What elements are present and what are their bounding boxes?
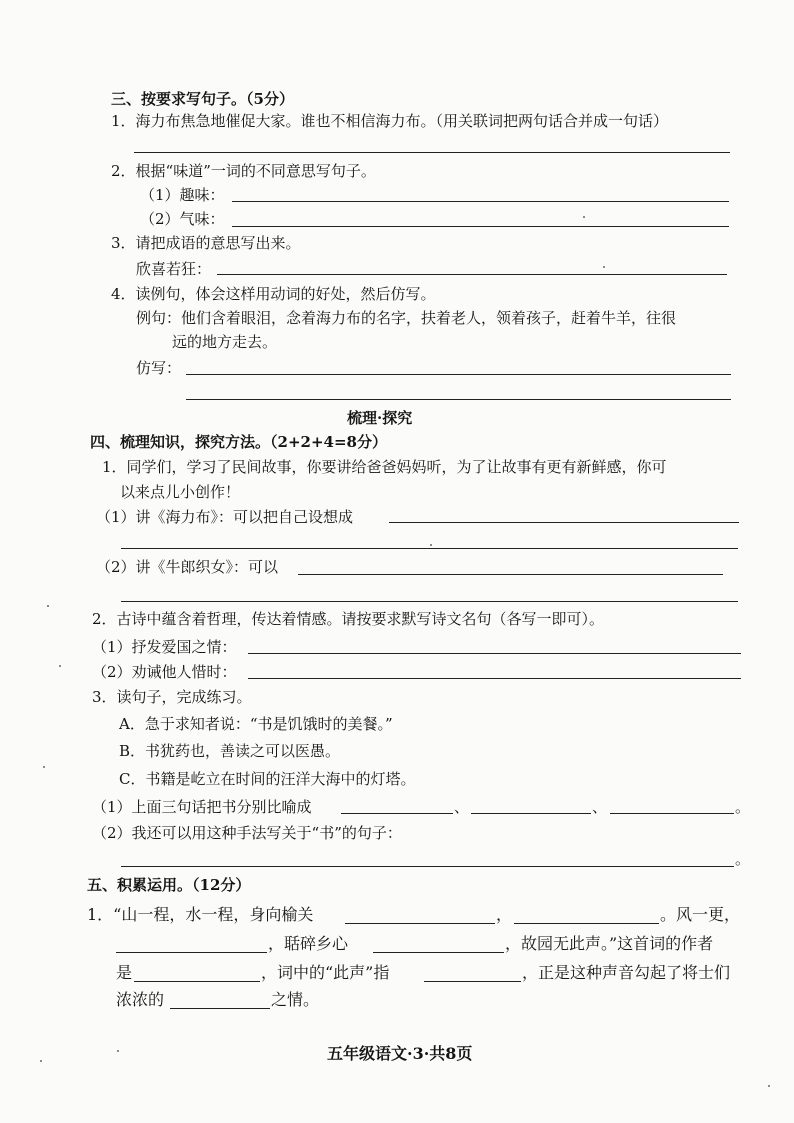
s4-q1-1-answer-line-1[interactable] bbox=[389, 522, 739, 523]
s4-q3-1-separator-1: 、 bbox=[454, 798, 470, 816]
s5-q1-line3-a: 是 bbox=[116, 963, 133, 982]
s4-q3-1-blank-3[interactable] bbox=[610, 813, 734, 814]
s4-q1-2-answer-line-1[interactable] bbox=[298, 574, 723, 575]
s4-q3-1-blank-1[interactable] bbox=[341, 813, 453, 814]
s5-q1-blank-3[interactable] bbox=[116, 952, 267, 953]
s4-q3-sentence-c: C．书籍是屹立在时间的汪洋大海中的灯塔。 bbox=[119, 770, 416, 788]
s5-q1-line4-b: 之情。 bbox=[271, 990, 320, 1009]
s3-q3-answer-line[interactable] bbox=[217, 274, 727, 275]
scan-speck bbox=[59, 665, 61, 667]
s4-q3-1-label: （1）上面三句话把书分别比喻成 bbox=[92, 798, 312, 816]
s4-q1-2-answer-line-2[interactable] bbox=[121, 601, 738, 602]
s5-q1-line2-b: ，故园无此声。”这首词的作者 bbox=[505, 934, 714, 953]
page-footer: 五年级语文·3·共8页 bbox=[327, 1044, 473, 1063]
s4-q1-1-answer-line-2[interactable] bbox=[121, 548, 738, 549]
s4-q2-2-answer-line[interactable] bbox=[248, 678, 741, 679]
s3-q2-2-answer-line[interactable] bbox=[232, 226, 729, 227]
scan-speck bbox=[43, 766, 45, 768]
s4-q1-text-line2: 以来点儿小创作！ bbox=[120, 483, 241, 501]
s3-q2-1-answer-line[interactable] bbox=[232, 201, 729, 202]
s5-q1-line2-a: ，聒碎乡心 bbox=[268, 934, 349, 953]
s4-q1-1-label: （1）讲《海力布》：可以把自己设想成 bbox=[96, 508, 354, 526]
scan-speck bbox=[117, 1050, 119, 1052]
s3-q4-answer-line-2[interactable] bbox=[186, 399, 731, 400]
s3-q4-answer-line-1[interactable] bbox=[186, 374, 731, 375]
s4-q3-2-period: 。 bbox=[735, 850, 751, 868]
s3-q4-example-line2: 远的地方走去。 bbox=[172, 333, 278, 351]
s4-q2-text: 2．古诗中蕴含着哲理，传达着情感。请按要求默写诗文名句（各写一即可）。 bbox=[92, 610, 605, 628]
s3-q2-text: 2．根据“味道”一词的不同意思写句子。 bbox=[111, 162, 376, 180]
s4-q3-2-label: （2）我还可以用这种手法写关于“书”的句子： bbox=[92, 824, 402, 842]
s4-q3-text: 3．读句子，完成练习。 bbox=[92, 688, 252, 706]
s3-q2-1-label: （1）趣味： bbox=[140, 186, 225, 204]
s3-q2-2-label: （2）气味： bbox=[140, 210, 225, 228]
section-3-heading: 三、按要求写句子。（5分） bbox=[111, 90, 294, 108]
scan-speck bbox=[583, 216, 585, 218]
s4-q1-text-line1: 1．同学们，学习了民间故事，你要讲给爸爸妈妈听，为了让故事有更有新鲜感，你可 bbox=[102, 458, 667, 476]
s5-q1-blank-7[interactable] bbox=[170, 1008, 270, 1009]
section-5-heading: 五、积累运用。（12分） bbox=[87, 876, 251, 894]
s4-q3-1-period: 。 bbox=[735, 798, 751, 816]
scan-speck bbox=[430, 544, 432, 546]
s3-q1-answer-line[interactable] bbox=[134, 152, 730, 153]
s5-q1-line1-c: 。风一更， bbox=[660, 905, 741, 924]
s5-q1-line4-a: 浓浓的 bbox=[116, 990, 165, 1009]
s4-q3-1-blank-2[interactable] bbox=[471, 813, 591, 814]
s3-q4-imitate-label: 仿写： bbox=[136, 359, 182, 377]
s3-q4-example-line1: 例句：他们含着眼泪，念着海力布的名字，扶着老人，领着孩子，赶着牛羊，往很 bbox=[136, 309, 677, 327]
scan-speck bbox=[40, 1060, 42, 1062]
s5-q1-line1-b: ， bbox=[496, 905, 513, 924]
section-4-heading: 四、梳理知识，探究方法。（2+2+4=8分） bbox=[90, 433, 387, 451]
s5-q1-line3-c: ，正是这种声音勾起了将士们 bbox=[522, 963, 731, 982]
s5-q1-line1-a: 1．“山一程，水一程，身向榆关 bbox=[87, 905, 314, 924]
scan-speck bbox=[47, 605, 49, 607]
s4-q3-2-answer-line[interactable] bbox=[121, 866, 734, 867]
section-title: 梳理·探究 bbox=[347, 409, 413, 427]
s5-q1-blank-2[interactable] bbox=[514, 923, 659, 924]
scan-speck bbox=[768, 1085, 770, 1087]
s5-q1-line3-b: ，词中的“此声”指 bbox=[261, 963, 390, 982]
s5-q1-blank-6[interactable] bbox=[424, 981, 521, 982]
s4-q2-1-label: （1）抒发爱国之情： bbox=[92, 638, 237, 656]
s3-q4-text: 4．读例句，体会这样用动词的好处，然后仿写。 bbox=[111, 285, 436, 303]
s4-q2-2-label: （2）劝诫他人惜时： bbox=[92, 663, 237, 681]
s3-q1-text: 1．海力布焦急地催促大家。谁也不相信海力布。（用关联词把两句话合并成一句话） bbox=[111, 112, 669, 130]
s4-q3-1-separator-2: 、 bbox=[592, 798, 608, 816]
s4-q1-2-label: （2）讲《牛郎织女》：可以 bbox=[96, 558, 279, 576]
s4-q2-1-answer-line[interactable] bbox=[248, 653, 741, 654]
scan-speck bbox=[603, 266, 605, 268]
s5-q1-blank-1[interactable] bbox=[345, 923, 495, 924]
s4-q3-sentence-b: B．书犹药也，善读之可以医愚。 bbox=[119, 742, 341, 760]
s5-q1-blank-4[interactable] bbox=[373, 952, 504, 953]
s3-q3-text: 3．请把成语的意思写出来。 bbox=[111, 234, 301, 252]
s3-q3-label: 欣喜若狂： bbox=[136, 260, 212, 278]
s4-q3-sentence-a: A．急于求知者说：“书是饥饿时的美餐。” bbox=[119, 715, 393, 733]
s5-q1-blank-5[interactable] bbox=[134, 981, 260, 982]
